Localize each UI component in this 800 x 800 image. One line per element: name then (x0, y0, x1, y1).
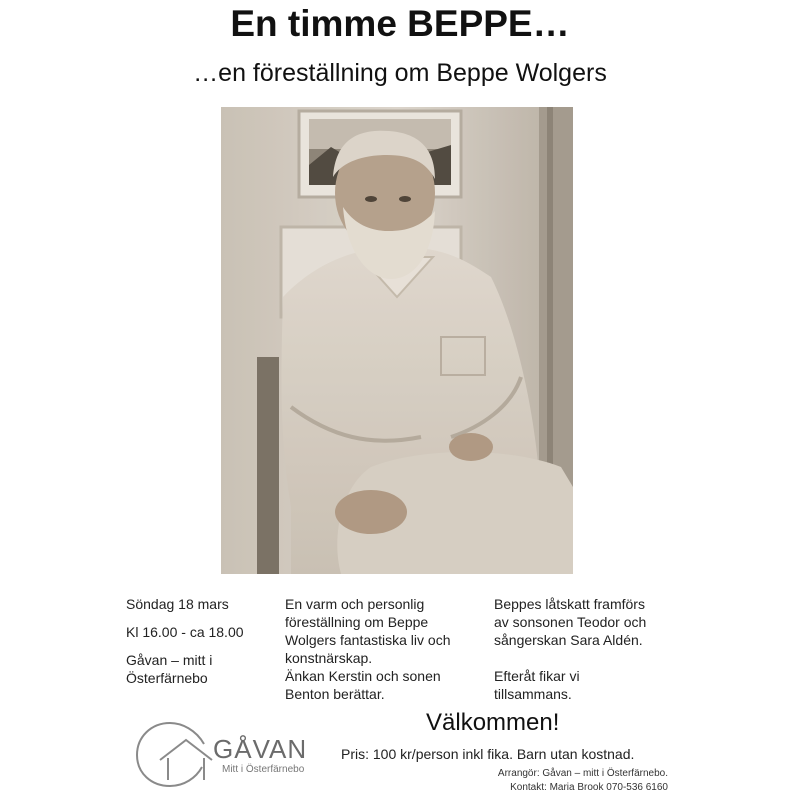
event-time: Kl 16.00 - ca 18.00 (126, 624, 244, 640)
house-outline-icon (134, 720, 218, 788)
description-line: En varm och personlig (285, 596, 425, 612)
event-details (126, 595, 276, 687)
logo-name: GÅVAN (213, 734, 308, 764)
price-text: Pris: 100 kr/person inkl fika. Barn utan kostnad. (341, 746, 635, 762)
performers-line: sångerskan Sara Aldén. (494, 632, 643, 648)
event-date: Söndag 18 mars (126, 596, 229, 612)
portrait-photo (221, 107, 573, 574)
organizer-text: Arrangör: Gåvan – mitt i Österfärnebo. (497, 768, 668, 779)
spacer (494, 649, 684, 667)
poster-title: En timme BEPPE… (230, 3, 570, 44)
contact-text: Kontakt: Maria Brook 070-536 6160 (510, 782, 668, 793)
event-description (285, 595, 485, 703)
fika-line: tillsammans. (494, 686, 572, 702)
performers-line: av sonsonen Teodor och (494, 614, 647, 630)
description-line: Änkan Kerstin och sonen (285, 668, 441, 684)
event-venue-line1: Gåvan – mitt i (126, 652, 213, 668)
performers-line: Beppes låtskatt framförs (494, 596, 645, 612)
gavan-logo (134, 720, 324, 788)
description-line: föreställning om Beppe (285, 614, 429, 630)
fika-line: Efteråt fikar vi (494, 668, 580, 684)
event-venue-line2: Österfärnebo (126, 670, 208, 686)
description-line: Wolgers fantastiska liv och (285, 632, 451, 648)
description-line: Benton berättar. (285, 686, 385, 702)
welcome-text: Välkommen! (426, 709, 560, 736)
poster-subtitle: …en föreställning om Beppe Wolgers (193, 59, 607, 87)
event-performers (494, 595, 684, 703)
logo-tagline: Mitt i Österfärnebo (222, 764, 305, 775)
description-line: konstnärskap. (285, 650, 373, 666)
